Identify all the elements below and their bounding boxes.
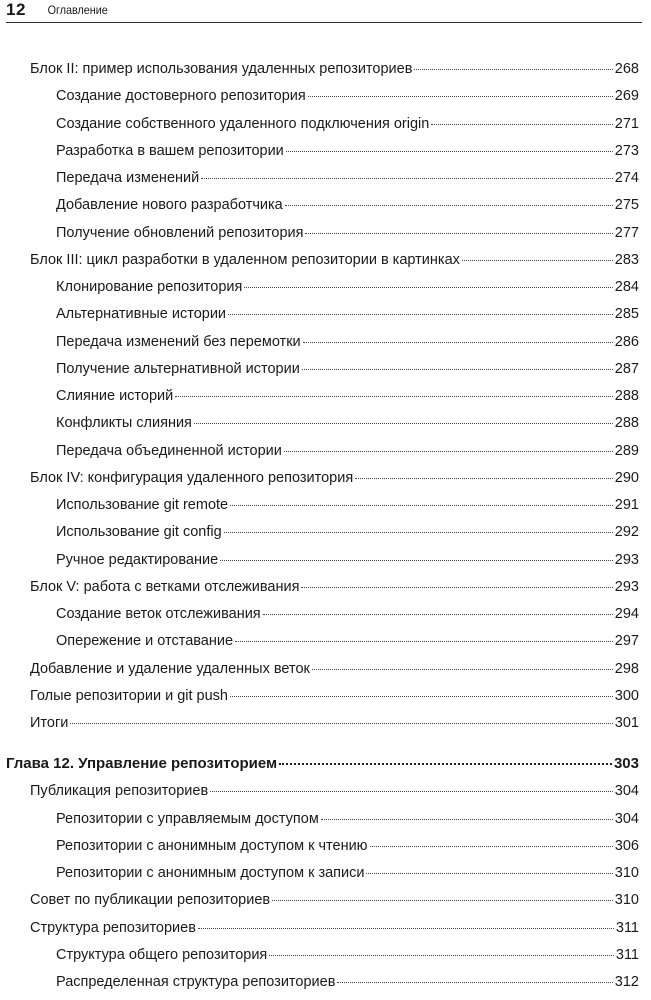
toc-entry-page: 284 [614,279,639,295]
toc-entry-title: Использование git config [56,524,222,540]
toc-entry[interactable] [30,782,639,800]
toc-entry-page: 274 [614,170,639,186]
toc-entry[interactable] [56,837,639,855]
toc-entry-page: 304 [614,783,639,799]
dot-leader [198,928,614,929]
toc-entry-page: 289 [614,443,639,459]
toc-entry-page: 286 [614,334,639,350]
toc-entry-title: Клонирование репозитория [56,279,243,295]
toc-entry-title: Передача изменений [56,170,200,186]
toc-entry-page: 293 [614,552,639,568]
toc-entry-page: 290 [614,470,639,486]
toc-entry-page: 277 [614,225,639,241]
toc-entry[interactable] [56,387,639,405]
toc-entry-page: 273 [614,143,639,159]
toc-entry[interactable] [30,578,639,596]
toc-entry[interactable] [56,196,639,214]
dot-leader [414,69,612,70]
toc-entry[interactable] [56,360,639,378]
dot-leader [210,791,613,792]
dot-leader [305,233,612,234]
toc-entry-title: Структура репозиториев [30,920,196,936]
toc-entry[interactable] [30,251,639,269]
toc-entry-page: 285 [614,306,639,322]
toc-entry-title: Конфликты слияния [56,415,192,431]
toc-entry[interactable] [56,169,639,187]
dot-leader [228,314,613,315]
toc-entry-page: 294 [614,606,639,622]
toc-entry-title: Получение альтернативной истории [56,361,300,377]
toc-entry-page: 306 [614,838,639,854]
toc-entry-title: Опережение и отставание [56,633,234,649]
page-header [6,0,642,23]
toc-entry-page: 291 [614,497,639,513]
dot-leader [337,982,612,983]
toc-entry-title: Ручное редактирование [56,552,219,568]
toc-entry-title: Создание достоверного репозитория [56,88,306,104]
toc-entry-page: 303 [613,755,639,772]
dot-leader [70,723,612,724]
dot-leader [303,342,613,343]
dot-leader [220,560,613,561]
toc-entry[interactable] [56,442,639,460]
toc-entry-title: Распределенная структура репозиториев [56,974,336,990]
toc-entry-title: Передача изменений без перемотки [56,334,301,350]
toc-entry-page: 297 [614,633,639,649]
toc-entry-title: Репозитории с анонимным доступом к записи [56,865,365,881]
toc-entry-title: Блок IV: конфигурация удаленного репозитория [30,470,354,486]
toc-entry[interactable] [56,551,639,569]
dot-leader [263,614,613,615]
toc-entry[interactable] [56,333,639,351]
toc-entry-title: Разработка в вашем репозитории [56,143,284,159]
toc-entry[interactable] [56,946,639,964]
toc-entry-title: Получение обновлений репозитория [56,225,304,241]
dot-leader [308,96,613,97]
toc-entry[interactable] [56,305,639,323]
toc-entry-title: Передача объединенной истории [56,443,282,459]
dot-leader [201,178,613,179]
toc-entry[interactable] [30,660,639,678]
toc-entry-page: 271 [614,116,639,132]
toc-entry[interactable] [30,469,639,487]
toc-entry-title: Альтернативные истории [56,306,227,322]
toc-entry-title: Репозитории с анонимным доступом к чтению [56,838,368,854]
dot-leader [194,423,613,424]
toc-entry-title: Голые репозитории и git push [30,688,228,704]
toc-entry[interactable] [30,60,639,78]
toc-entry[interactable] [56,87,639,105]
toc-entry[interactable] [56,115,639,133]
dot-leader [355,478,613,479]
toc-entry-page: 311 [615,920,639,936]
toc-entry-page: 310 [614,892,639,908]
toc-entry-page: 268 [614,61,639,77]
toc-entry-title: Публикация репозиториев [30,783,209,799]
toc-entry[interactable] [30,714,639,732]
toc-entry[interactable] [30,919,639,937]
toc-entry-page: 298 [614,661,639,677]
toc-entry-page: 283 [614,252,639,268]
toc-entry-page: 310 [614,865,639,881]
dot-leader [286,151,613,152]
toc-entry-page: 275 [614,197,639,213]
toc-entry[interactable] [56,864,639,882]
running-title: Оглавление [47,3,108,17]
toc-entry-title: Репозитории с управляемым доступом [56,811,319,827]
dot-leader [279,763,612,765]
toc-entry-title: Структура общего репозитория [56,947,268,963]
toc-entry[interactable] [30,687,639,705]
toc-entry[interactable] [56,142,639,160]
toc-entry[interactable] [56,605,639,623]
toc-entry[interactable] [56,496,639,514]
toc-entry-title: Блок II: пример использования удаленных репозиториев [30,61,413,77]
dot-leader [312,669,613,670]
toc-entry-title: Глава 12. Управление репозиторием [6,755,278,772]
dot-leader [370,846,613,847]
toc-entry-page: 293 [614,579,639,595]
toc-entry[interactable] [56,224,639,242]
toc-entry-title: Добавление и удаление удаленных веток [30,661,310,677]
toc-entry[interactable] [56,278,639,296]
toc-entry-page: 292 [614,524,639,540]
dot-leader [285,205,613,206]
page-number: 12 [6,0,26,19]
dot-leader [302,369,613,370]
toc-chapter-entry[interactable] [6,755,639,773]
toc-entry[interactable] [56,632,639,650]
toc-entry-title: Блок III: цикл разработки в удаленном репозитории в картинках [30,252,460,268]
dot-leader [244,287,612,288]
dot-leader [224,532,613,533]
toc-entry[interactable] [56,973,639,991]
toc-entry-page: 288 [614,388,639,404]
toc-entry-title: Итоги [30,715,69,731]
dot-leader [462,260,613,261]
dot-leader [175,396,613,397]
toc-entry[interactable] [30,891,639,909]
toc-entry-page: 287 [614,361,639,377]
dot-leader [321,819,613,820]
toc-entry-title: Создание веток отслеживания [56,606,261,622]
toc-entry-page: 312 [614,974,639,990]
toc-entry-title: Создание собственного удаленного подключения origin [56,116,430,132]
toc-entry-page: 304 [614,811,639,827]
toc-entry-title: Использование git remote [56,497,229,513]
dot-leader [301,587,612,588]
toc-entry-page: 300 [614,688,639,704]
toc-entry[interactable] [56,810,639,828]
toc-entry-title: Блок V: работа с ветками отслеживания [30,579,300,595]
dot-leader [230,505,613,506]
toc-entry-title: Слияние историй [56,388,174,404]
toc-entry-page: 288 [614,415,639,431]
dot-leader [269,955,614,956]
toc-entry-title: Совет по публикации репозиториев [30,892,271,908]
toc-entry-page: 301 [614,715,639,731]
dot-leader [431,124,612,125]
toc-entry-title: Добавление нового разработчика [56,197,283,213]
dot-leader [284,451,613,452]
dot-leader [235,641,613,642]
toc-entry[interactable] [56,414,639,432]
toc-entry-page: 269 [614,88,639,104]
toc-entry[interactable] [56,523,639,541]
dot-leader [272,900,613,901]
toc-entry-page: 311 [615,947,639,963]
dot-leader [366,873,612,874]
dot-leader [230,696,613,697]
